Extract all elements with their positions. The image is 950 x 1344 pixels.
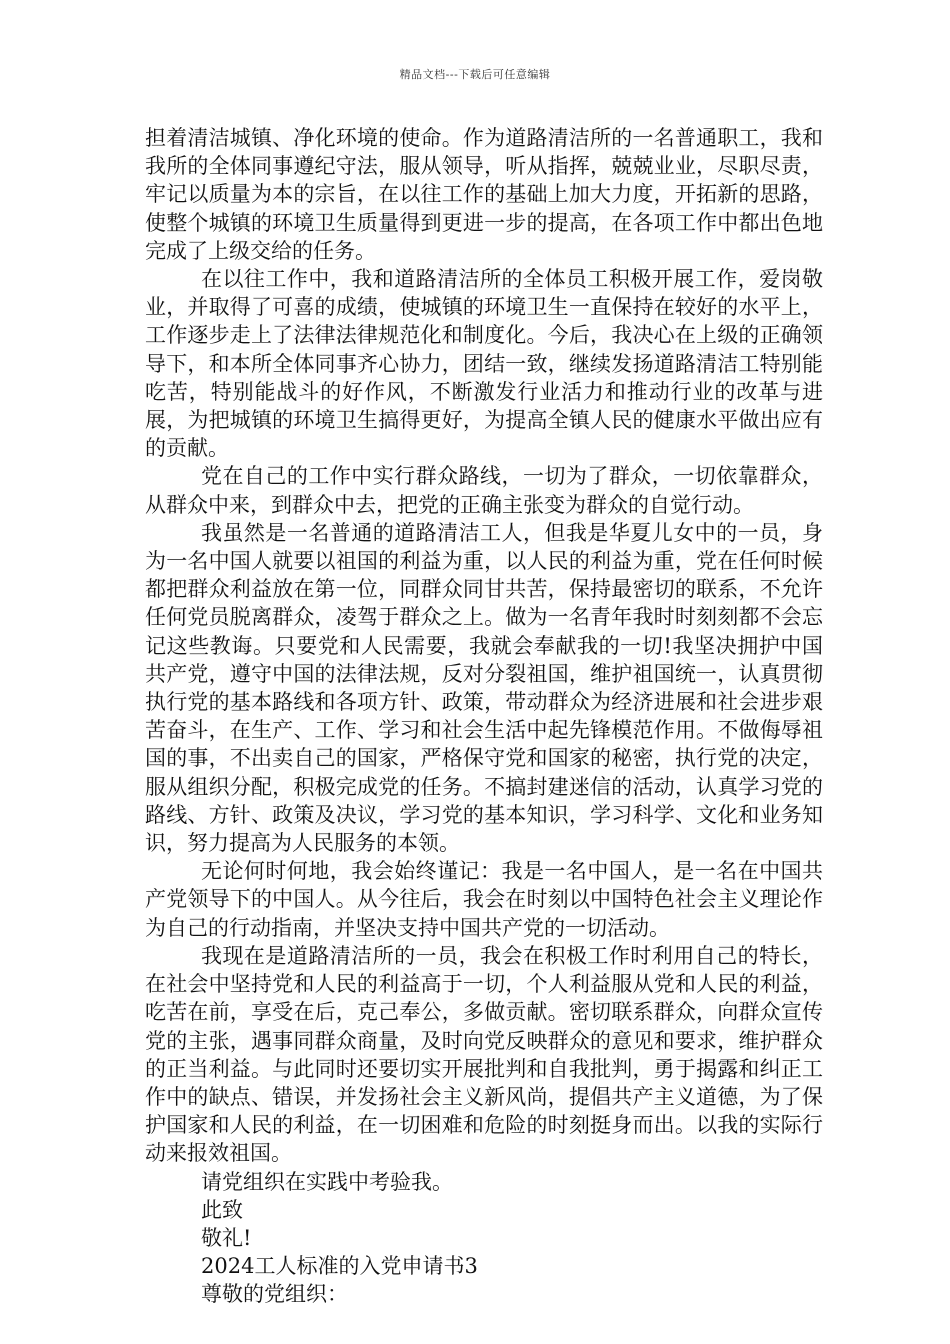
paragraph-5: 无论何时何地，我会始终谨记：我是一名中国人，是一名在中国共产党领导下的中国人。从今往后，我会在时刻以中国特色社会主义理论作为自己的行动指南，并坚决支持中国共产党的一切活动。 (145, 859, 823, 940)
next-document-title: 2024工人标准的入党申请书3 (201, 1254, 478, 1279)
page-header: 精品文档---下载后可任意编辑 (399, 68, 551, 81)
closing-request: 请党组织在实践中考验我。 (201, 1169, 453, 1194)
closing-salutation: 此致 (201, 1197, 243, 1222)
document-body (145, 124, 823, 1309)
closing-regards: 敬礼! (201, 1225, 252, 1250)
paragraph-6: 我现在是道路清洁所的一员，我会在积极工作时利用自己的特长，在社会中坚持党和人民的利益高于一切，个人利益服从党和人民的利益，吃苦在前，享受在后，克己奉公，多做贡献。密切联系群众，向群众宣传党的主张，遇事同群众商量，及时向党反映群众的意见和要求，维护群众的正当利益。与此同时还要切实开展批判和自我批判，勇于揭露和纠正工作中的缺点、错误，并发扬社会主义新风尚，提倡共产主义道德，为了保护国家和人民的利益，在一切困难和危险的时刻挺身而出。以我的实际行动来报效祖国。 (145, 943, 823, 1166)
next-document-greeting: 尊敬的党组织： (201, 1282, 348, 1307)
paragraph-1: 担着清洁城镇、净化环境的使命。作为道路清洁所的一名普通职工，我和我所的全体同事遵纪守法，服从领导，听从指挥，兢兢业业，尽职尽责，牢记以质量为本的宗旨，在以往工作的基础上加大力度，开拓新的思路，使整个城镇的环境卫生质量得到更进一步的提高，在各项工作中都出色地完成了上级交给的任务。 (145, 126, 823, 263)
paragraph-3: 党在自己的工作中实行群众路线，一切为了群众，一切依靠群众，从群众中来，到群众中去，把党的正确主张变为群众的自觉行动。 (145, 464, 823, 517)
paragraph-2: 在以往工作中，我和道路清洁所的全体员工积极开展工作，爱岗敬业，并取得了可喜的成绩，使城镇的环境卫生一直保持在较好的水平上，工作逐步走上了法律法律规范化和制度化。今后，我决心在上级的正确领导下，和本所全体同事齐心协力，团结一致，继续发扬道路清洁工特别能吃苦，特别能战斗的好作风，不断激发行业活力和推动行业的改革与进展，为把城镇的环境卫生搞得更好，为提高全镇人民的健康水平做出应有的贡献。 (145, 267, 823, 461)
paragraph-4: 我虽然是一名普通的道路清洁工人，但我是华夏儿女中的一员，身为一名中国人就要以祖国的利益为重，以人民的利益为重，党在任何时候都把群众利益放在第一位，同群众同甘共苦，保持最密切的联系，不允许任何党员脱离群众，凌驾于群众之上。做为一名青年我时时刻刻都不会忘记这些教诲。只要党和人民需要，我就会奉献我的一切!我坚决拥护中国共产党，遵守中国的法律法规，反对分裂祖国，维护祖国统一，认真贯彻执行党的基本路线和各项方针、政策，带动群众为经济进展和社会进步艰苦奋斗，在生产、工作、学习和社会生活中起先锋模范作用。不做侮辱祖国的事，不出卖自己的国家，严格保守党和国家的秘密，执行党的决定，服从组织分配，积极完成党的任务。不搞封建迷信的活动，认真学习党的路线、方针、政策及决议，学习党的基本知识，学习科学、文化和业务知识，努力提高为人民服务的本领。 (145, 520, 823, 856)
